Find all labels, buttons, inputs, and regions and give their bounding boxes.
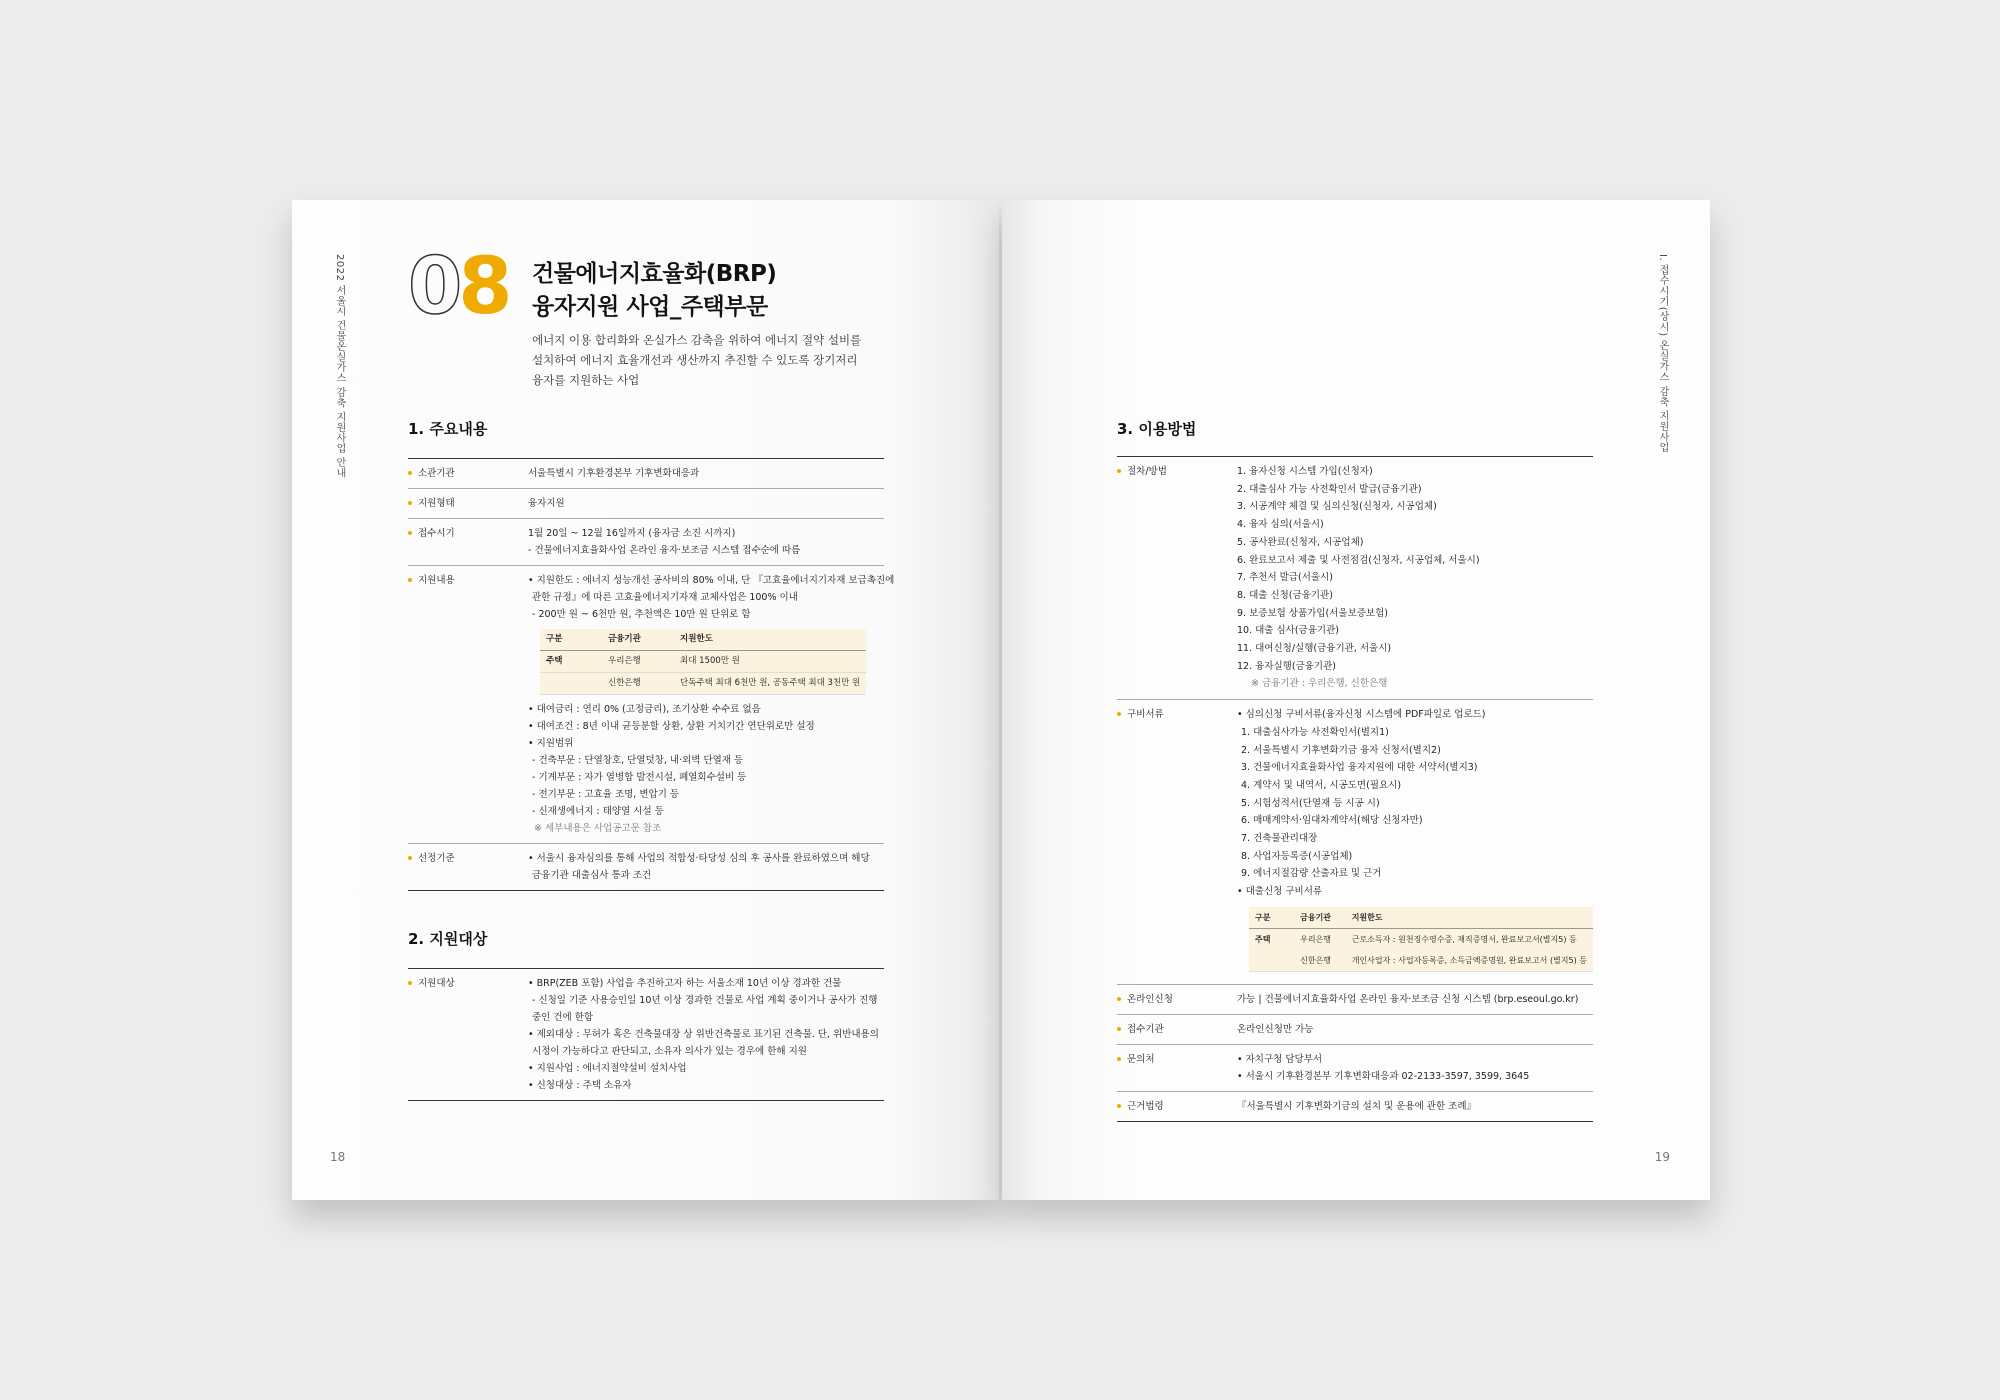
booklet-spread [292,200,1710,1200]
info-row-procedure: 절차/방법 1. 융자신청 시스템 가입(신청자) 2. 대출심사 가능 사전확인서 발급(금융기관) 3. 시공계약 체결 및 심의신청(신청자, 시공업체) 4. 융자 심의(서울시) 5. 공사완료(신청자, 시공업체) 6. 완료보고서 제출 및 사전점검(신청자, 시공업체, 서울시) 7. 추천서 발급(서울시) 8. 대출 신청(금융기관) 9. 보증보험 상품가입(서울보증보험) 10. 대출 심사(금융기관) 11. 대여신청/실행(금융기관, 서울시) 12. 융자실행(금융기관) ※ 금융기관 : 우리은행, 신한은행 [1117,456,1593,699]
running-header: 2022 서울시 건물온실가스 감축 지원사업 안내 [334,254,345,479]
info-row-support: 지원내용 • 지원한도 : 에너지 성능개선 공사비의 80% 이내, 단 『고효율에너지기자재 보급촉진에 관한 규정』에 따른 고효율에너지기자재 교체사업은 100% 이내 - 200만 원 ~ 6천만 원, 추천액은 10만 원 단위로 함 구분 금융기관 지원한도 주택 우리은행 최대 1500만 원 신한은행 단독주택 최대 6천만 원, 공동주택 최대 3천만 원 • 대여금리 : 연리 0% (고정금리), 조기상환 수수료 없음 • 대여조건 : 8년 이내 균등분할 상환, 상환 거치기간 연단위로만 설정 • 지원범위 - 건축부문 : 단열창호, 단열덧창, 내·외벽 단열재 등 - 기계부문 : 자가 열병합 발전시설, 폐열회수설비 등 - 전기부문 : 고효율 조명, 변압기 등 - 신재생에너지 : 태양열 시설 등 ※ 세부내용은 사업공고문 참조 [408,565,884,843]
info-row: 접수시기 1월 20일 ~ 12월 16일까지 (융자금 소진 시까지) - 건물에너지효율화사업 온라인 융자·보조금 시스템 접수순에 따름 [408,518,884,565]
info-row: 문의처 • 자치구청 담당부서 • 서울시 기후환경본부 기후변화대응과 02-2133-3597, 3599, 3645 [1117,1044,1593,1091]
running-header: I. 접수시기(상시) 온실가스 감축 지원사업 [1657,254,1668,453]
info-row: 접수기관 온라인신청만 가능 [1117,1014,1593,1044]
loan-limit-table: 구분 금융기관 지원한도 주택 우리은행 최대 1500만 원 신한은행 단독주택 최대 6천만 원, 공동주택 최대 3천만 원 [540,629,866,695]
info-row: 선정기준 • 서울시 융자심의를 통해 사업의 적합성·타당성 심의 후 공사를 완료하였으며 해당 금융기관 대출심사 통과 조건 [408,843,884,890]
section-heading-target: 2. 지원대상 [408,930,488,948]
loan-documents-table: 구분 금융기관 지원한도 주택 우리은행 근로소득자 : 원천징수영수증, 재직증명서, 완료보고서(별지5) 등 신한은행 개인사업자 : 사업자등록증, 소득금액증명원, 완료보고서 (별지5) 등 [1249,907,1593,972]
info-row: 온라인신청 가능 | 건물에너지효율화사업 온라인 융자·보조금 신청 시스템 (brp.eseoul.go.kr) [1117,984,1593,1014]
info-row: 근거법령 『서울특별시 기후변화기금의 설치 및 운용에 관한 조례』 [1117,1091,1593,1121]
target-table [408,968,884,1101]
section-heading-usage: 3. 이용방법 [1117,420,1197,438]
right-page [1002,200,1710,1200]
page-number: 18 [330,1150,346,1164]
section-heading-main: 1. 주요내용 [408,420,488,438]
intro-text: 에너지 이용 합리화와 온실가스 감축을 위하여 에너지 절약 설비를 설치하여 에너지 효율개선과 생산까지 추진할 수 있도록 장기저리 융자를 지원하는 사업 [532,333,862,387]
page-title: 건물에너지효율화(BRP) 융자지원 사업_주택부문 [532,261,777,320]
info-row-documents: 구비서류 • 심의신청 구비서류(융자신청 시스템에 PDF파일로 업로드) 1. 대출심사가능 사전확인서(별지1) 2. 서울특별시 기후변화기금 융자 신청서(별지2) 3. 건물에너지효율화사업 융자지원에 대한 서약서(별지3) 4. 계약서 및 내역서, 시공도면(필요시) 5. 시험성적서(단열재 등 시공 시) 6. 매매계약서·임대차계약서(해당 신청자만) 7. 건축물관리대장 8. 사업자등록증(시공업체) 9. 에너지절감량 산출자료 및 근거 • 대출신청 구비서류 구분 금융기관 지원한도 주택 우리은행 근로소득자 : 원천징수영수증, 재직증명서, 완료보고서(별지5) 등 신한은행 개인사업자 : 사업자등록증, 소득금액증명원, 완료보고서 (별지5) 등 [1117,699,1593,984]
page-number: 19 [1654,1150,1670,1164]
chapter-number: 08 [408,242,509,332]
main-info-table [408,458,895,891]
info-row: 지원대상 • BRP(ZEB 포함) 사업을 추진하고자 하는 서울소재 10년 이상 경과한 건물 - 신청일 기준 사용승인일 10년 이상 경과한 건물로 사업 계획 중이거나 공사가 진행 중인 건에 한함 • 제외대상 : 무허가 혹은 건축물대장 상 위반건축물로 표기된 건축물. 단, 위반내용의 시정이 가능하다고 판단되고, 소유자 의사가 있는 경우에 한해 지원 • 지원사업 : 에너지절약설비 설치사업 • 신청대상 : 주택 소유자 [408,968,884,1100]
info-row: 소관기관 서울특별시 기후환경본부 기후변화대응과 [408,458,884,488]
usage-table [1117,456,1593,1122]
left-page [292,200,999,1200]
info-row: 지원형태 융자지원 [408,488,884,518]
